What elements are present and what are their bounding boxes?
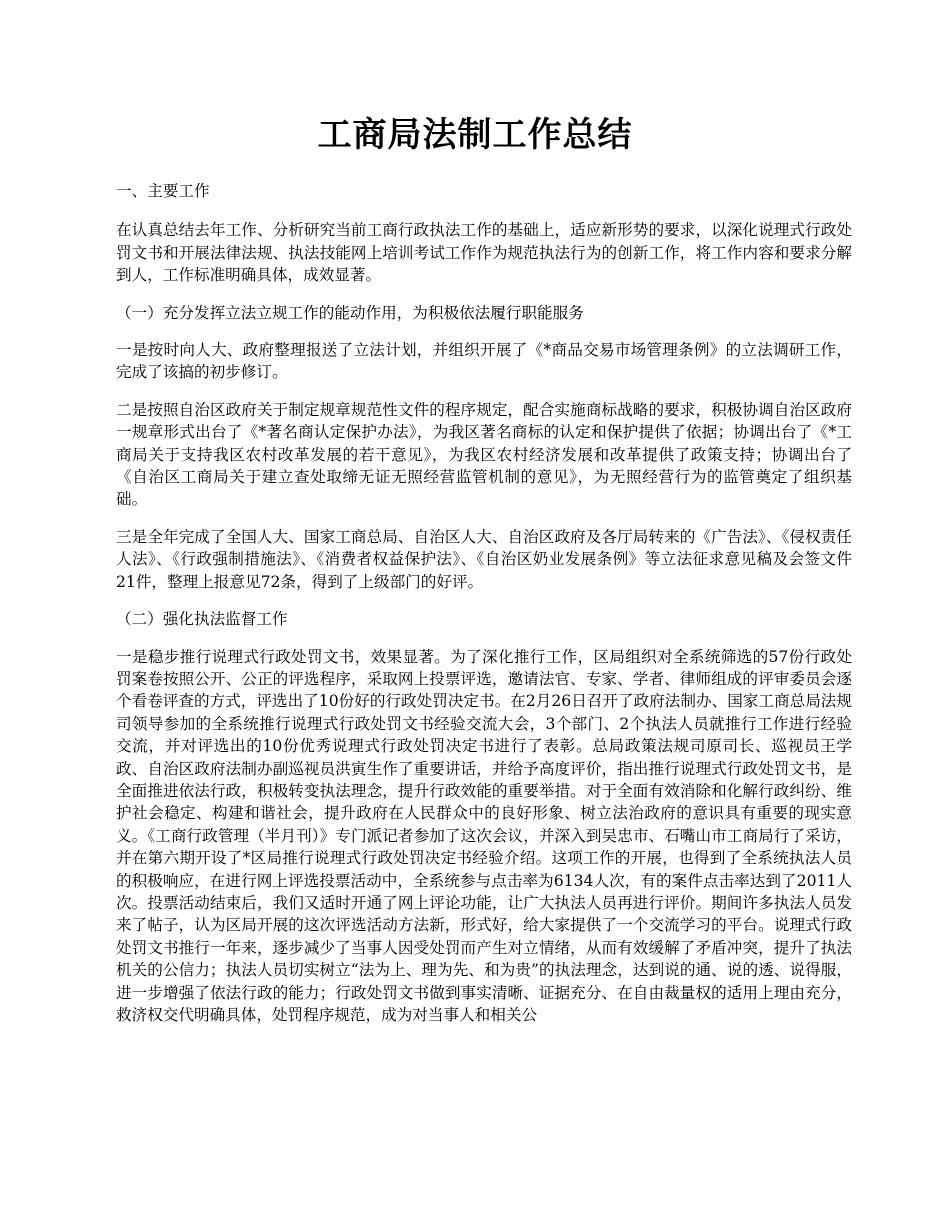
subsection-heading-supervision: （二）强化执法监督工作 — [116, 610, 288, 629]
paragraph-item-three: 三是全年完成了全国人大、国家工商总局、自治区人大、自治区政府及各厅局转来的《广告法》、《侵权责任人法》、《行政强制措施法》、《消费者权益保护法》、《自治区奶业发展条例》等立法征求意见稿及会签文件21件，整理上报意见72条，得到了上级部门的好评。 — [116, 527, 852, 591]
section-heading-main-work: 一、主要工作 — [116, 182, 210, 200]
paragraph-intro: 在认真总结去年工作、分析研究当前工商行政执法工作的基础上，适应新形势的要求，以深化说理式行政处罚文书和开展法律法规、执法技能网上培训考试工作作为规范执法行为的创新工作，将工作内容和要求分解到人，工作标准明确具体，成效显著。 — [116, 221, 852, 285]
document-title: 工商局法制工作总结 — [317, 115, 633, 155]
paragraph-item-one: 一是按时向人大、政府整理报送了立法计划，并组织开展了《*商品交易市场管理条例》的立法调研工作，完成了该搞的初步修订。 — [116, 341, 852, 382]
paragraph-supervision-one: 一是稳步推行说理式行政处罚文书，效果显著。为了深化推行工作，区局组织对全系统筛选的57份行政处罚案卷按照公开、公正的评选程序，采取网上投票评选，邀请法官、专家、学者、律师组成的评审委员会逐个看卷评查的方式，评选出了10份好的行政处罚决定书。在2月26日召开了政府法制办、国家工商总局法规司领导参加的全系统推行说理式行政处罚文书经验交流大会，3个部门、2个执法人员就推行工作进行经验交流，并对评选出的10份优秀说理式行政处罚决定书进行了表彰。总局政策法规司原司长、巡视员王学政、自治区政府法制办副巡视员洪寅生作了重要讲话，并给予高度评价，指出推行说理式行政处罚文书，是全面推进依法行政，积极转变执法理念，提升行政效能的重要举措。对于全面有效消除和化解行政纠纷、维护社会稳定、构建和谐社会，提升政府在人民群众中的良好形象、树立法治政府的意识具有重要的现实意义。《工商行政管理（半月刊）》专门派记者参加了这次会议，并深入到吴忠市、石嘴山市工商局行了采访，并在第六期开设了*区局推行说理式行政处罚决定书经验介绍。这项工作的开展，也得到了全系统执法人员的积极响应，在进行网上评选投票活动中，全系统参与点击率为6134人次，有的案件点击率达到了2011人次。投票活动结束后，我们又适时开通了网上评论功能，让广大执法人员再进行评价。期间许多执法人员发来了帖子，认为区局开展的这次评选活动方法新，形式好，给大家提供了一个交流学习的平台。说理式行政处罚文书推行一年来，逐步减少了当事人因受处罚而产生对立情绪，从而有效缓解了矛盾冲突，提升了执法机关的公信力；执法人员切实树立“法为上、理为先、和为贵”的执法理念，达到说的通、说的透、说得服，进一步增强了依法行政的能力；行政处罚文书做到事实清晰、证据充分、在自由裁量权的适用上理由充分，救济权交代明确具体，处罚程序规范，成为对当事人和相关公 — [116, 647, 852, 1024]
document-body — [116, 180, 852, 1041]
paragraph-item-two: 二是按照自治区政府关于制定规章规范性文件的程序规定，配合实施商标战略的要求，积极协调自治区政府一规章形式出台了《*著名商认定保护办法》，为我区著名商标的认定和保护提供了依据；协调出台了《*工商局关于支持我区农村改革发展的若干意见》，为我区农村经济发展和改革提供了政策支持；协调出台了《自治区工商局关于建立查处取缔无证无照经营监管机制的意见》，为无照经营行为的监管奠定了组织基础。 — [116, 400, 852, 509]
subsection-heading-legislation: （一）充分发挥立法立规工作的能动作用，为积极依法履行职能服务 — [116, 303, 584, 322]
